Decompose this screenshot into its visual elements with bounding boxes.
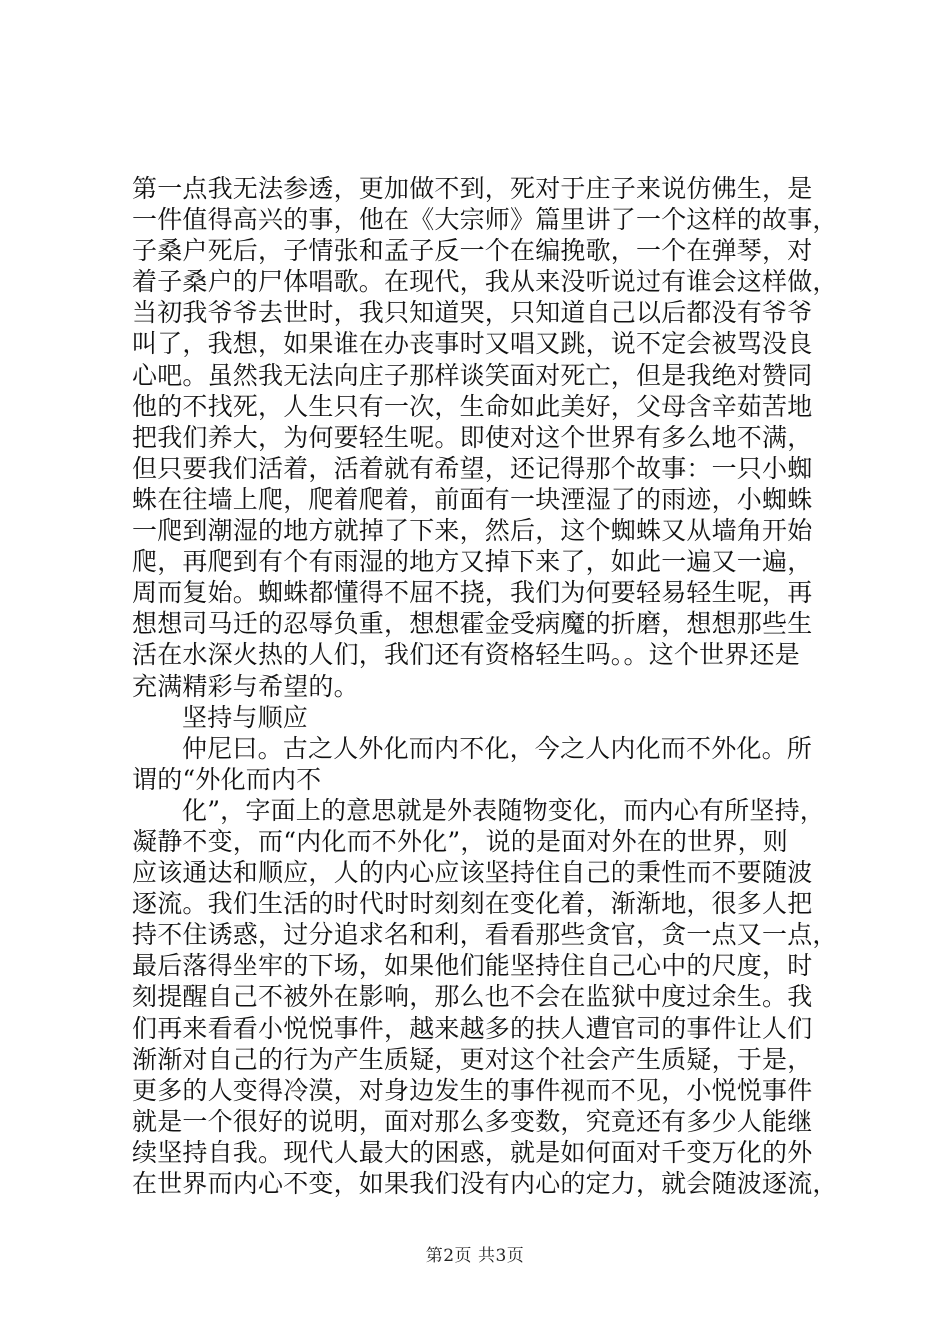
text-line: 第一点我无法参透，更加做不到，死对于庄子来说仿佛生，是	[132, 174, 813, 203]
text-line: 活在水深火热的人们，我们还有资格轻生吗。。这个世界还是	[132, 640, 800, 670]
page-footer: 第2页 共3页	[425, 1246, 525, 1266]
text-line: 应该通达和顺应，人的内心应该坚持住自己的秉性而不要随波	[132, 858, 813, 888]
text-line: 他的不找死，人生只有一次，生命如此美好，父母含辛茹苦地	[132, 391, 813, 421]
text-line: 持不住诱惑，过分追求名和利，看看那些贪官，贪一点又一点，	[132, 920, 838, 950]
text-line: 坚持与顺应	[182, 702, 309, 732]
text-line: 渐渐对自己的行为产生质疑，更对这个社会产生质疑，于是，	[132, 1044, 813, 1074]
text-line: 心吧。虽然我无法向庄子那样谈笑面对死亡，但是我绝对赞同	[132, 360, 813, 390]
text-line: 们再来看看小悦悦事件，越来越多的扶人遭官司的事件让人们	[132, 1013, 813, 1043]
text-line: 逐流。我们生活的时代时时刻刻在变化着，渐渐地，很多人把	[132, 889, 813, 919]
text-line: 一件值得高兴的事，他在《大宗师》篇里讲了一个这样的故事，	[132, 205, 838, 235]
text-line: 着子桑户的尸体唱歌。在现代，我从来没听说过有谁会这样做，	[132, 267, 838, 297]
text-line: 想想司马迁的忍辱负重，想想霍金受病魔的折磨，想想那些生	[132, 609, 813, 639]
text-line: 但只要我们活着，活着就有希望，还记得那个故事：一只小蜘	[132, 453, 813, 483]
text-line: 一爬到潮湿的地方就掉了下来，然后，这个蜘蛛又从墙角开始	[132, 516, 813, 546]
text-line: 叫了，我想，如果谁在办丧事时又唱又跳，说不定会被骂没良	[132, 329, 813, 359]
text-line: 仲尼曰。古之人外化而内不化，今之人内化而不外化。所	[182, 733, 813, 763]
text-line: 谓的“外化而内不	[132, 764, 322, 794]
text-line: 续坚持自我。现代人最大的困惑，就是如何面对千变万化的外	[132, 1137, 813, 1167]
text-line: 就是一个很好的说明，面对那么多变数，究竟还有多少人能继	[132, 1106, 813, 1136]
text-line: 蛛在往墙上爬，爬着爬着，前面有一块湮湿了的雨迹，小蜘蛛	[132, 484, 813, 514]
text-line: 子桑户死后，子情张和孟子反一个在编挽歌，一个在弹琴，对	[132, 236, 813, 266]
text-line: 刻提醒自己不被外在影响，那么也不会在监狱中度过余生。我	[132, 982, 813, 1012]
text-line: 在世界而内心不变，如果我们没有内心的定力，就会随波逐流，	[132, 1169, 838, 1198]
text-line: 当初我爷爷去世时，我只知道哭，只知道自己以后都没有爷爷	[132, 298, 813, 328]
text-line: 更多的人变得冷漠，对身边发生的事件视而不见，小悦悦事件	[132, 1075, 813, 1105]
text-line: 把我们养大，为何要轻生呢。即使对这个世界有多么地不满，	[132, 422, 813, 452]
text-line: 充满精彩与希望的。	[132, 671, 359, 701]
text-line: 最后落得坐牢的下场，如果他们能坚持住自己心中的尺度，时	[132, 951, 813, 981]
text-line: 周而复始。蜘蛛都懂得不屈不挠，我们为何要轻易轻生呢，再	[132, 578, 813, 608]
body-text	[132, 173, 838, 1199]
text-line: 化”，字面上的意思就是外表随物变化，而内心有所坚持，	[182, 795, 825, 825]
text-line: 爬，再爬到有个有雨湿的地方又掉下来了，如此一遍又一遍，	[132, 547, 813, 577]
text-line: 凝静不变，而“内化而不外化”，说的是面对外在的世界，则	[132, 826, 788, 856]
